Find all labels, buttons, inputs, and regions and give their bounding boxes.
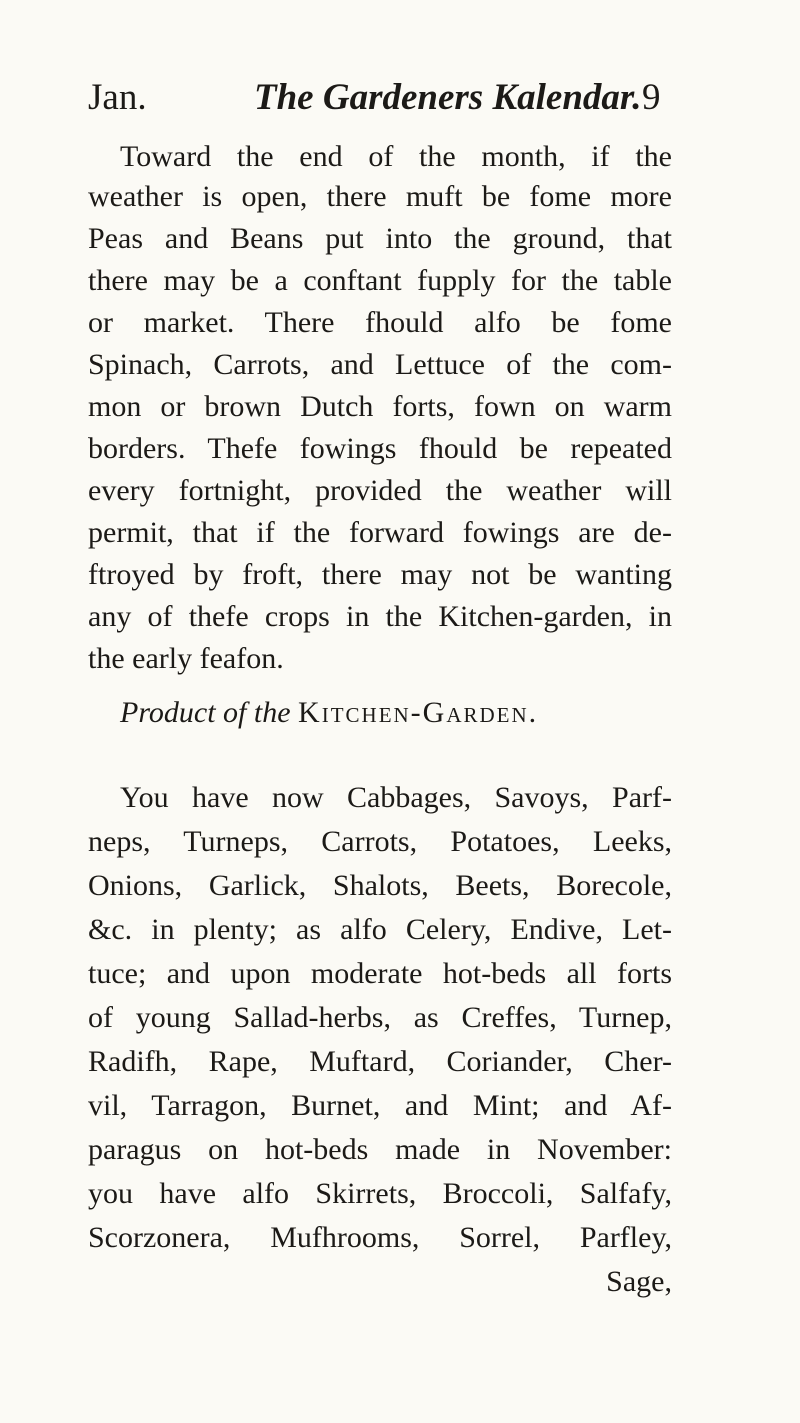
- text-line: borders. Thefe fowings fhould be repeated: [88, 432, 672, 465]
- section-heading-smallcaps: Kitchen-Garden.: [298, 696, 539, 729]
- text-line: every fortnight, provided the weather will: [88, 474, 672, 507]
- text-line: or market. There fhould alfo be fome: [88, 306, 672, 339]
- text-line: paragus on hot-beds made in November:: [88, 1133, 672, 1166]
- text-line: ftroyed by froft, there may not be wanting: [88, 558, 672, 591]
- text-line: vil, Tarragon, Burnet, and Mint; and Af-: [88, 1089, 672, 1122]
- text-line: &c. in plenty; as alfo Celery, Endive, Let-: [88, 913, 672, 946]
- text-line: Scorzonera, Mufhrooms, Sorrel, Parfley,: [88, 1221, 672, 1254]
- text-line: weather is open, there muft be fome more: [88, 180, 672, 213]
- header-title: The Gardeners Kalendar.: [254, 77, 642, 118]
- text-line: Peas and Beans put into the ground, that: [88, 222, 672, 255]
- section-heading-italic: Product of the: [120, 696, 291, 729]
- text-line: Onions, Garlick, Shalots, Beets, Borecole,: [88, 869, 672, 902]
- text-line: tuce; and upon moderate hot-beds all forts: [88, 957, 672, 990]
- text-line: any of thefe crops in the Kitchen-garden, in: [88, 600, 672, 633]
- text-line: the early feafon.: [88, 642, 284, 675]
- text-line: mon or brown Dutch forts, fown on warm: [88, 390, 672, 423]
- text-line: You have now Cabbages, Savoys, Parf-: [120, 781, 672, 814]
- page-number: 9: [642, 77, 661, 118]
- section-heading: [120, 693, 672, 733]
- text-line: neps, Turneps, Carrots, Potatoes, Leeks,: [88, 825, 672, 858]
- header-month: Jan.: [88, 77, 147, 118]
- running-header: [88, 72, 668, 124]
- text-line: you have alfo Skirrets, Broccoli, Salfafy,: [88, 1177, 672, 1210]
- text-line: Spinach, Carrots, and Lettuce of the com-: [88, 348, 672, 381]
- text-line: permit, that if the forward fowings are de-: [88, 516, 672, 549]
- text-line: Toward the end of the month, if the: [120, 140, 672, 173]
- text-line: there may be a conftant fupply for the table: [88, 264, 672, 297]
- catchword: Sage,: [606, 1265, 672, 1298]
- text-line: Radifh, Rape, Muftard, Coriander, Cher-: [88, 1045, 672, 1078]
- text-line: of young Sallad-herbs, as Creffes, Turnep,: [88, 1001, 672, 1034]
